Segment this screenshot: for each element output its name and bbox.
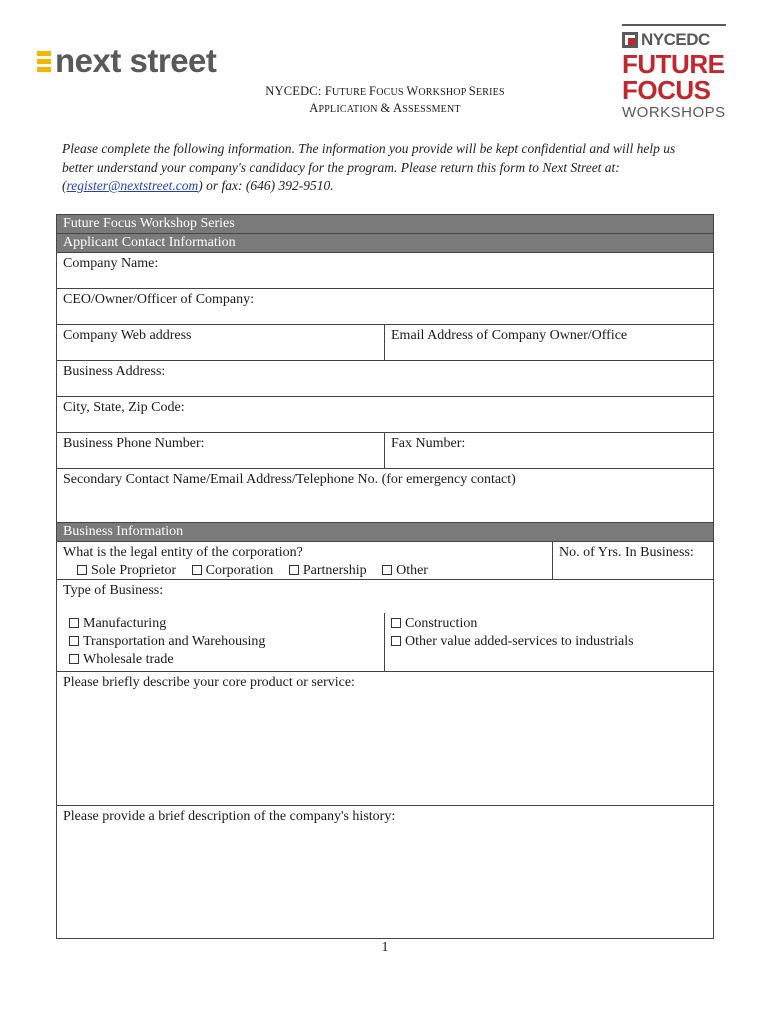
next-street-bars-icon bbox=[37, 51, 51, 72]
focus-logo-text: FOCUS bbox=[622, 75, 711, 105]
section-header-business: Business Information bbox=[57, 523, 713, 542]
business-type-label: Type of Business: bbox=[63, 583, 164, 598]
city-row[interactable] bbox=[57, 397, 713, 433]
entity-option-sole[interactable] bbox=[77, 563, 176, 578]
future-logo-text: FUTURE bbox=[622, 49, 725, 79]
ceo-label: CEO/Owner/Officer of Company: bbox=[63, 292, 255, 307]
checkbox-icon[interactable] bbox=[69, 654, 79, 664]
next-street-logo bbox=[37, 44, 216, 78]
entity-option-partnership[interactable] bbox=[289, 563, 367, 578]
title-part: SSESSMENT bbox=[402, 104, 461, 115]
web-email-row bbox=[57, 325, 713, 361]
checkbox-icon[interactable] bbox=[382, 565, 392, 575]
checkbox-icon[interactable] bbox=[192, 565, 202, 575]
intro-text: Please complete the following information. The information you provide will be kept confidential and will help us better understand your company's candidacy for the program. Please return this form to Next Street at: bbox=[62, 141, 676, 175]
business-address-label: Business Address: bbox=[63, 364, 166, 379]
intro-fax-text: ) or fax: (646) 392-9510. bbox=[198, 178, 334, 193]
nycedc-logo-text: NYCEDC bbox=[641, 30, 710, 49]
legal-entity-row bbox=[57, 542, 713, 580]
title-part: UTURE bbox=[332, 87, 370, 98]
phone-fax-row bbox=[57, 433, 713, 469]
intro-paren: ( bbox=[62, 178, 67, 193]
city-label: City, State, Zip Code: bbox=[63, 400, 185, 415]
business-address-row[interactable] bbox=[57, 361, 713, 397]
type-option-other-services[interactable] bbox=[391, 633, 707, 651]
checkbox-icon[interactable] bbox=[69, 618, 79, 628]
phone-field[interactable] bbox=[57, 433, 385, 468]
workshops-logo-text: WORKSHOPS bbox=[622, 104, 726, 121]
title-part: & A bbox=[380, 101, 403, 115]
option-label: Transportation and Warehousing bbox=[83, 634, 266, 649]
owner-email-field[interactable] bbox=[385, 325, 713, 360]
entity-option-other[interactable] bbox=[382, 563, 428, 578]
title-part: F bbox=[369, 84, 377, 98]
legal-entity-cell bbox=[57, 542, 553, 579]
title-part: A bbox=[309, 101, 319, 115]
checkbox-icon[interactable] bbox=[77, 565, 87, 575]
business-type-row bbox=[57, 580, 713, 672]
email-link[interactable]: register@nextstreet.com bbox=[66, 178, 199, 193]
option-label: Manufacturing bbox=[83, 616, 167, 631]
option-label: Partnership bbox=[302, 563, 367, 578]
legal-entity-question: What is the legal entity of the corporation? bbox=[63, 545, 303, 560]
history-label: Please provide a brief description of the company's history: bbox=[63, 809, 396, 824]
checkbox-icon[interactable] bbox=[69, 636, 79, 646]
fax-label: Fax Number: bbox=[391, 436, 466, 451]
title-part: OCUS bbox=[376, 87, 407, 98]
secondary-contact-row[interactable] bbox=[57, 469, 713, 523]
years-label: No. of Yrs. In Business: bbox=[559, 545, 694, 560]
title-part: NYCEDC: F bbox=[265, 84, 332, 98]
entity-option-corporation[interactable] bbox=[192, 563, 274, 578]
section-header-series: Future Focus Workshop Series bbox=[57, 215, 713, 234]
logo-rule bbox=[622, 24, 726, 26]
application-form bbox=[56, 214, 714, 939]
core-product-label: Please briefly describe your core product or service: bbox=[63, 675, 355, 690]
title-part: S bbox=[468, 84, 476, 98]
core-product-row[interactable] bbox=[57, 672, 713, 806]
ceo-row[interactable] bbox=[57, 289, 713, 325]
web-address-field[interactable] bbox=[57, 325, 385, 360]
option-label: Sole Proprietor bbox=[91, 563, 177, 578]
business-type-left-list bbox=[57, 613, 385, 671]
web-address-label: Company Web address bbox=[63, 328, 192, 343]
secondary-contact-label: Secondary Contact Name/Email Address/Telephone No. (for emergency contact) bbox=[63, 472, 516, 487]
title-part: PPLICATION bbox=[318, 104, 381, 115]
option-label: Other bbox=[396, 563, 428, 578]
type-option-construction[interactable] bbox=[391, 615, 707, 633]
option-label: Construction bbox=[405, 616, 478, 631]
title-part: ORKSHOP bbox=[418, 87, 469, 98]
future-focus-logo bbox=[622, 24, 726, 121]
title-part: W bbox=[406, 84, 419, 98]
business-type-right-list bbox=[385, 613, 713, 671]
company-name-row[interactable] bbox=[57, 253, 713, 289]
option-label: Corporation bbox=[205, 563, 274, 578]
years-field[interactable] bbox=[553, 542, 713, 579]
intro-paragraph bbox=[62, 140, 702, 196]
type-option-transportation[interactable] bbox=[63, 633, 378, 651]
fax-field[interactable] bbox=[385, 433, 713, 468]
page-number: 1 bbox=[381, 940, 389, 955]
entity-options bbox=[63, 562, 546, 580]
next-street-logo-text: next street bbox=[55, 42, 217, 79]
checkbox-icon[interactable] bbox=[289, 565, 299, 575]
option-label: Other value added-services to industrials bbox=[405, 634, 634, 649]
document-title-line2 bbox=[170, 99, 600, 119]
owner-email-label: Email Address of Company Owner/Office bbox=[391, 328, 628, 343]
history-row[interactable] bbox=[57, 806, 713, 938]
company-name-label: Company Name: bbox=[63, 256, 159, 271]
checkbox-icon[interactable] bbox=[391, 618, 401, 628]
type-option-manufacturing[interactable] bbox=[63, 615, 378, 633]
checkbox-icon[interactable] bbox=[391, 636, 401, 646]
section-header-contact: Applicant Contact Information bbox=[57, 234, 713, 253]
nycedc-mark-icon bbox=[622, 32, 638, 48]
phone-label: Business Phone Number: bbox=[63, 436, 205, 451]
type-option-wholesale[interactable] bbox=[63, 651, 378, 669]
title-part: ERIES bbox=[475, 87, 505, 98]
option-label: Wholesale trade bbox=[83, 652, 174, 667]
